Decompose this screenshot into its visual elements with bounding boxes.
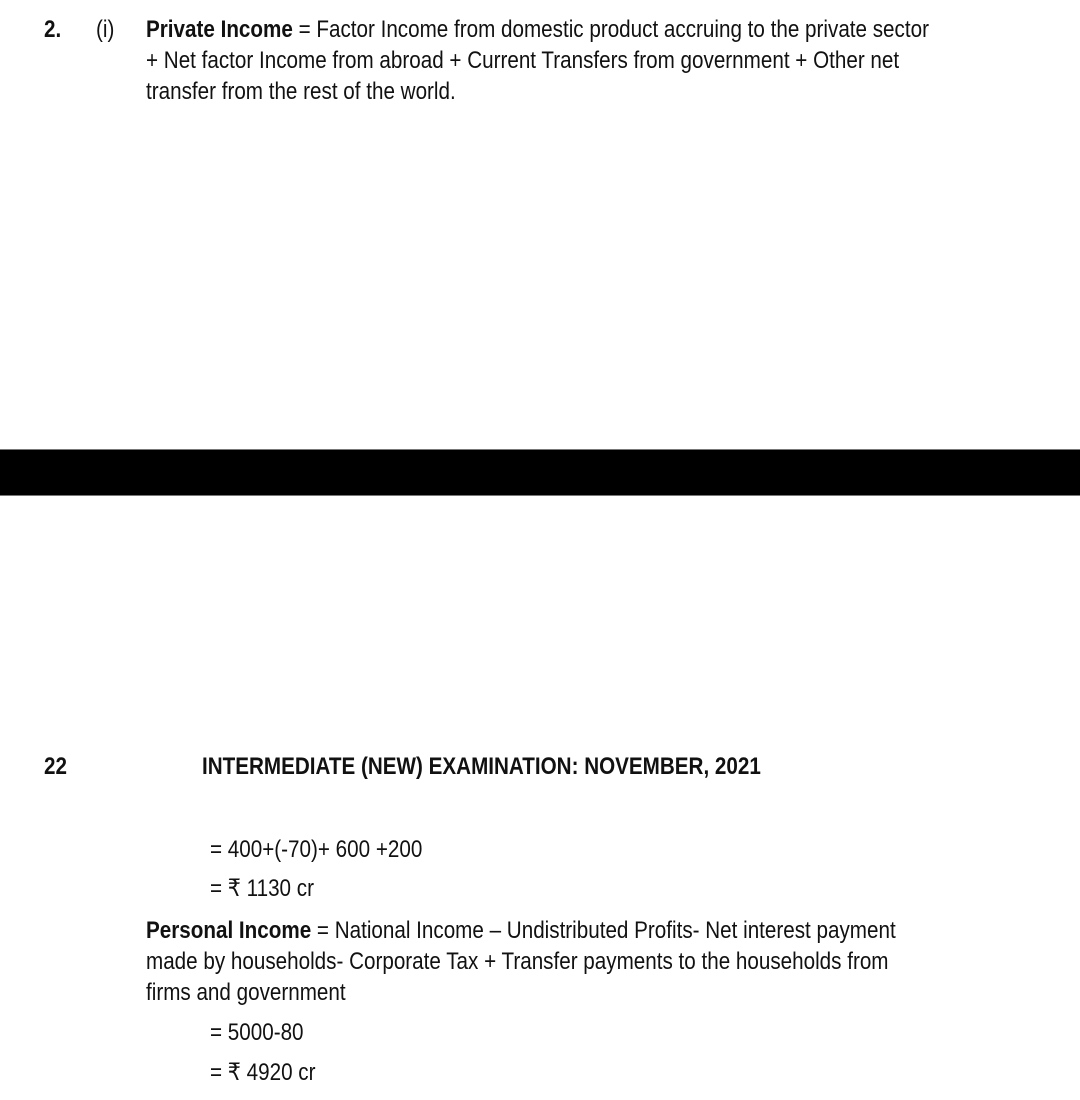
- private-income-term: Private Income: [146, 16, 293, 43]
- definition-line: transfer from the rest of the world.: [146, 78, 456, 105]
- private-income-definition: [146, 14, 1080, 107]
- definition-line: made by households- Corporate Tax + Transfer payments to the households from: [146, 948, 889, 975]
- personal-income-definition: [146, 915, 1080, 1008]
- personal-income-term: Personal Income: [146, 917, 312, 944]
- running-header: INTERMEDIATE (NEW) EXAMINATION: NOVEMBER, 2021: [202, 753, 761, 780]
- definition-line: firms and government: [146, 979, 346, 1006]
- question-number: 2.: [44, 16, 62, 43]
- personal-income-calc-step: = 5000-80: [210, 1019, 304, 1046]
- private-income-result: = ₹ 1130 cr: [210, 875, 314, 902]
- private-income-calc-step: = 400+(-70)+ 600 +200: [210, 836, 423, 863]
- definition-line: = Factor Income from domestic product accruing to the private sector: [292, 16, 929, 43]
- sub-part-label: (i): [96, 16, 115, 43]
- page-break-bar: [0, 449, 1080, 496]
- page-number: 22: [44, 753, 67, 780]
- definition-line: = National Income – Undistributed Profits- Net interest payment: [311, 917, 896, 944]
- personal-income-result: = ₹ 4920 cr: [210, 1059, 316, 1086]
- definition-line: + Net factor Income from abroad + Current Transfers from government + Other net: [146, 47, 900, 74]
